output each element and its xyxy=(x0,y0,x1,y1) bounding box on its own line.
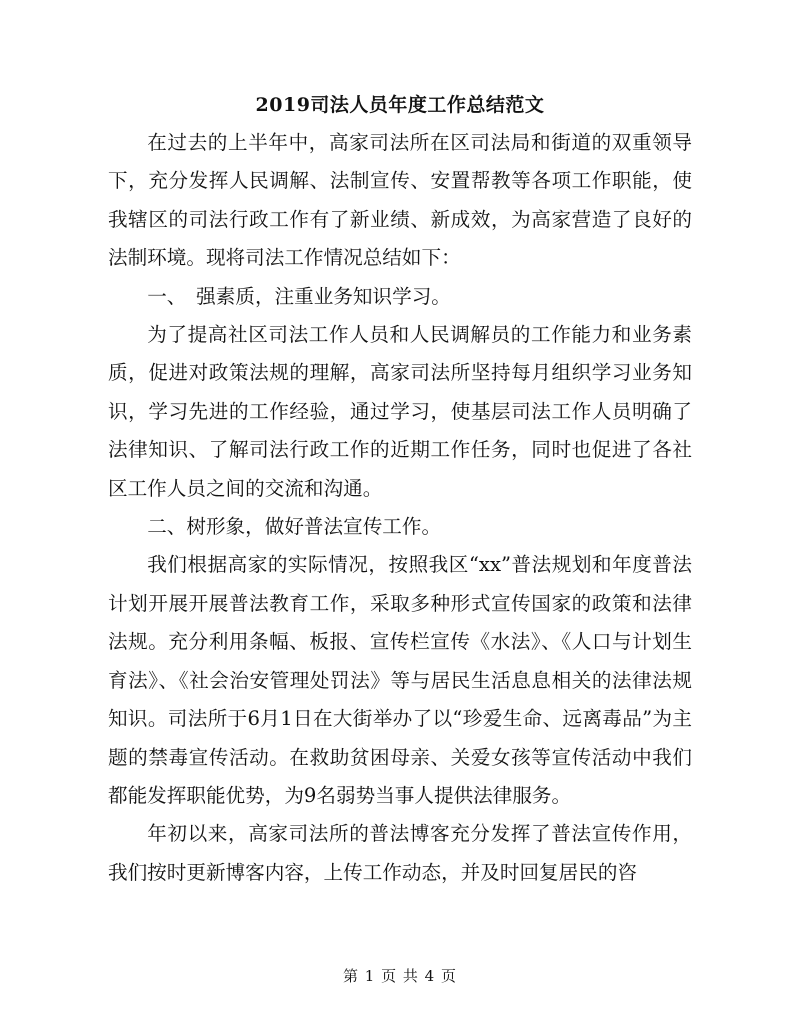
paragraph-intro: 在过去的上半年中，高家司法所在区司法局和街道的双重领导下，充分发挥人民调解、法制宣传、安置帮教等各项工作职能，使我辖区的司法行政工作有了新业绩、新成效，为高家营造了良好的法制环境。现将司法工作情况总结如下： xyxy=(108,131,692,270)
paragraph-publicity: 我们根据高家的实际情况，按照我区“xx”普法规划和年度普法计划开展开展普法教育工作，采取多种形式宣传国家的政策和法律法规。充分利用条幅、板报、宣传栏宣传《水法》、《人口与计划生育法》、《社会治安管理处罚法》等与居民生活息息相关的法律法规知识。司法所于6月1日在大街举办了以“珍爱生命、远离毒品”为主题的禁毒宣传活动。在救助贫困母亲、关爱女孩等宣传活动中我们都能发挥职能优势，为9名弱势当事人提供法律服务。 xyxy=(108,553,692,807)
paragraph-blog: 年初以来，高家司法所的普法博客充分发挥了普法宣传作用，我们按时更新博客内容，上传工作动态，并及时回复居民的咨 xyxy=(108,822,692,884)
page-indicator: 第 1 页 共 4 页 xyxy=(343,967,457,985)
section-heading-2: 二、树形象，做好普法宣传工作。 xyxy=(147,515,442,539)
document-body xyxy=(108,124,692,892)
document-title: 2019司法人员年度工作总结范文 xyxy=(255,94,545,116)
paragraph-study: 为了提高社区司法工作人员和人民调解员的工作能力和业务素质，促进对政策法规的理解，高家司法所坚持每月组织学习业务知识，学习先进的工作经验，通过学习，使基层司法工作人员明确了法律知识、了解司法行政工作的近期工作任务，同时也促进了各社区工作人员之间的交流和沟通。 xyxy=(108,323,692,500)
section-heading-1: 一、 强素质，注重业务知识学习。 xyxy=(147,284,451,308)
